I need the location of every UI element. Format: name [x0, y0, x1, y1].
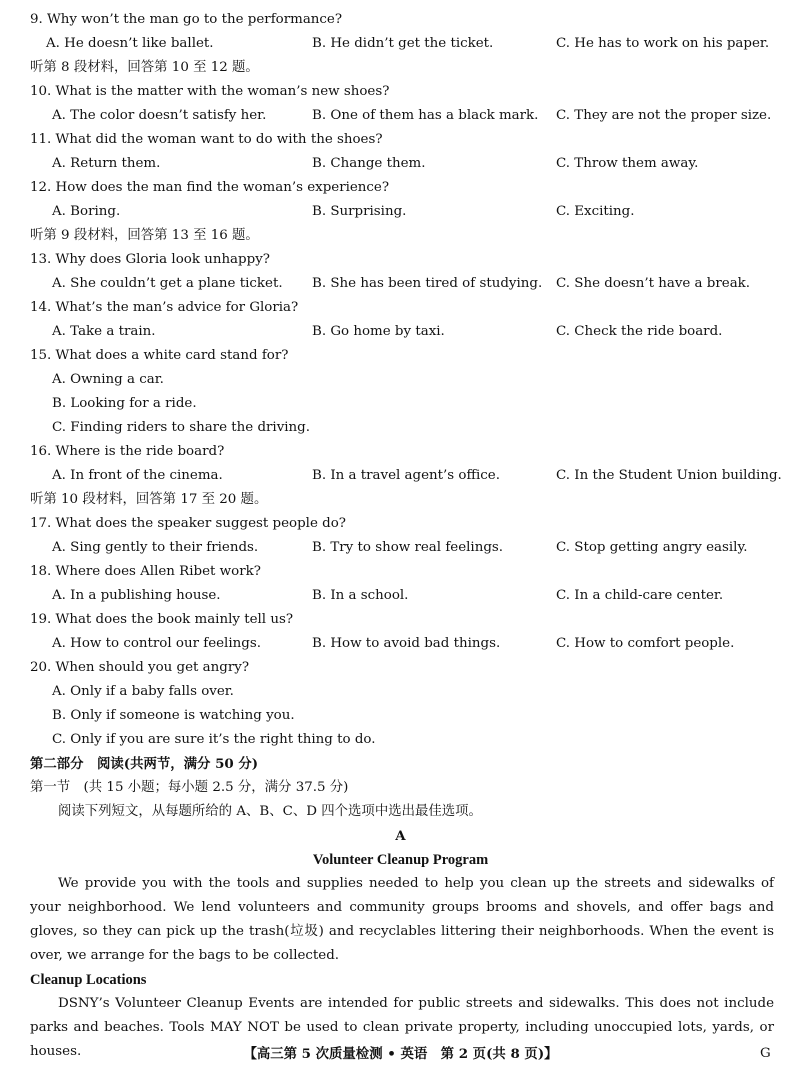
- question-11: [0, 128, 801, 152]
- question-stem: 12. How does the man find the woman’s experience?: [30, 180, 390, 195]
- option-a: A. How to control our feelings.: [52, 636, 261, 651]
- question-stem: 9. Why won’t the man go to the performance?: [30, 12, 343, 27]
- option-b: B. Looking for a ride.: [52, 396, 197, 411]
- question-stem: 15. What does a white card stand for?: [30, 348, 289, 363]
- section-instruction-8: 听第 8 段材料，回答第 10 至 12 题。: [30, 60, 259, 75]
- question-16-options: [0, 464, 801, 488]
- option-a: A. In a publishing house.: [52, 588, 221, 603]
- question-stem: 20. When should you get angry?: [30, 660, 250, 675]
- question-20-option-b: [0, 704, 801, 728]
- question-15: [0, 344, 801, 368]
- question-13-options: [0, 272, 801, 296]
- question-stem: 17. What does the speaker suggest people do?: [30, 516, 346, 531]
- question-15-option-c: [0, 416, 801, 440]
- option-b: B. He didn’t get the ticket.: [312, 36, 494, 51]
- question-18: [0, 560, 801, 584]
- question-stem: 19. What does the book mainly tell us?: [30, 612, 293, 627]
- question-20-option-a: [0, 680, 801, 704]
- option-b: B. Change them.: [312, 156, 426, 171]
- option-c: C. They are not the proper size.: [556, 108, 772, 123]
- option-c: C. She doesn’t have a break.: [556, 276, 751, 291]
- question-13: [0, 248, 801, 272]
- option-b: B. Try to show real feelings.: [312, 540, 504, 555]
- option-a: A. Boring.: [52, 204, 121, 219]
- option-c: C. Finding riders to share the driving.: [52, 420, 310, 435]
- question-11-options: [0, 152, 801, 176]
- option-b: B. Surprising.: [312, 204, 407, 219]
- footer-text: 【高三第 5 次质量检测 • 英语 第 2 页(共 8 页)】: [243, 1046, 558, 1062]
- question-stem: 11. What did the woman want to do with the shoes?: [30, 132, 383, 147]
- page-footer: [0, 1042, 801, 1066]
- question-19: [0, 608, 801, 632]
- option-c: C. Throw them away.: [556, 156, 699, 171]
- question-20-option-c: [0, 728, 801, 752]
- option-a: A. In front of the cinema.: [52, 468, 223, 483]
- subheading-cleanup-locations: Cleanup Locations: [30, 972, 147, 988]
- question-20: [0, 656, 801, 680]
- passage-title: Volunteer Cleanup Program: [312, 852, 489, 868]
- reading-instruction: 阅读下列短文，从每题所给的 A、B、C、D 四个选项中选出最佳选项。: [58, 804, 482, 819]
- question-15-option-b: [0, 392, 801, 416]
- section-one-heading: 第一节 (共 15 小题；每小题 2.5 分，满分 37.5 分): [30, 780, 349, 795]
- option-b: B. In a travel agent’s office.: [312, 468, 500, 483]
- option-b: B. One of them has a black mark.: [312, 108, 539, 123]
- option-c: C. How to comfort people.: [556, 636, 735, 651]
- option-a: A. Owning a car.: [52, 372, 164, 387]
- question-12: [0, 176, 801, 200]
- option-c: C. Stop getting angry easily.: [556, 540, 748, 555]
- option-a: A. He doesn’t like ballet.: [46, 36, 214, 51]
- question-17: [0, 512, 801, 536]
- question-stem: 16. Where is the ride board?: [30, 444, 225, 459]
- option-b: B. Only if someone is watching you.: [52, 708, 295, 723]
- question-18-options: [0, 584, 801, 608]
- footer-mark: G: [760, 1046, 771, 1061]
- option-b: B. She has been tired of studying.: [312, 276, 543, 291]
- option-a: A. Return them.: [52, 156, 161, 171]
- question-14-options: [0, 320, 801, 344]
- option-c: C. Exciting.: [556, 204, 635, 219]
- option-b: B. In a school.: [312, 588, 409, 603]
- option-b: B. Go home by taxi.: [312, 324, 445, 339]
- option-a: A. Only if a baby falls over.: [52, 684, 234, 699]
- option-a: A. She couldn’t get a plane ticket.: [52, 276, 283, 291]
- option-a: A. Take a train.: [52, 324, 156, 339]
- option-c: C. In a child-care center.: [556, 588, 724, 603]
- option-c: C. He has to work on his paper.: [556, 36, 770, 51]
- question-10: [0, 80, 801, 104]
- option-c: C. In the Student Union building.: [556, 468, 782, 483]
- question-stem: 13. Why does Gloria look unhappy?: [30, 252, 270, 267]
- option-a: A. Sing gently to their friends.: [52, 540, 259, 555]
- paragraph-1: We provide you with the tools and supplies needed to help you clean up the streets and sidewalks of your neighborhood. We lend volunteers and community groups brooms and shovels, and offer bags and gloves, so they can pick up the trash(垃圾) and recyclables littering their neighborhoods. When the event is over, we arrange for the bags to be collected.: [30, 876, 774, 963]
- question-stem: 10. What is the matter with the woman’s new shoes?: [30, 84, 390, 99]
- option-c: C. Only if you are sure it’s the right thing to do.: [52, 732, 376, 747]
- option-b: B. How to avoid bad things.: [312, 636, 501, 651]
- option-c: C. Check the ride board.: [556, 324, 723, 339]
- paragraph-2: DSNY’s Volunteer Cleanup Events are intended for public streets and sidewalks. This does not include parks and beaches. Tools MAY NOT be used to clean private property, including unoccupied lots, yards, or houses.: [30, 996, 774, 1059]
- question-stem: 18. Where does Allen Ribet work?: [30, 564, 261, 579]
- question-15-option-a: [0, 368, 801, 392]
- question-9-options: [0, 32, 801, 56]
- option-a: A. The color doesn’t satisfy her.: [52, 108, 267, 123]
- question-19-options: [0, 632, 801, 656]
- question-14: [0, 296, 801, 320]
- passage-letter: A: [395, 828, 406, 844]
- section-instruction-9: 听第 9 段材料，回答第 13 至 16 题。: [30, 228, 259, 243]
- part-two-heading: 第二部分 阅读(共两节，满分 50 分): [30, 756, 259, 772]
- question-12-options: [0, 200, 801, 224]
- question-9: [0, 8, 801, 32]
- question-stem: 14. What’s the man’s advice for Gloria?: [30, 300, 299, 315]
- question-16: [0, 440, 801, 464]
- question-10-options: [0, 104, 801, 128]
- question-17-options: [0, 536, 801, 560]
- section-instruction-10: 听第 10 段材料，回答第 17 至 20 题。: [30, 492, 268, 507]
